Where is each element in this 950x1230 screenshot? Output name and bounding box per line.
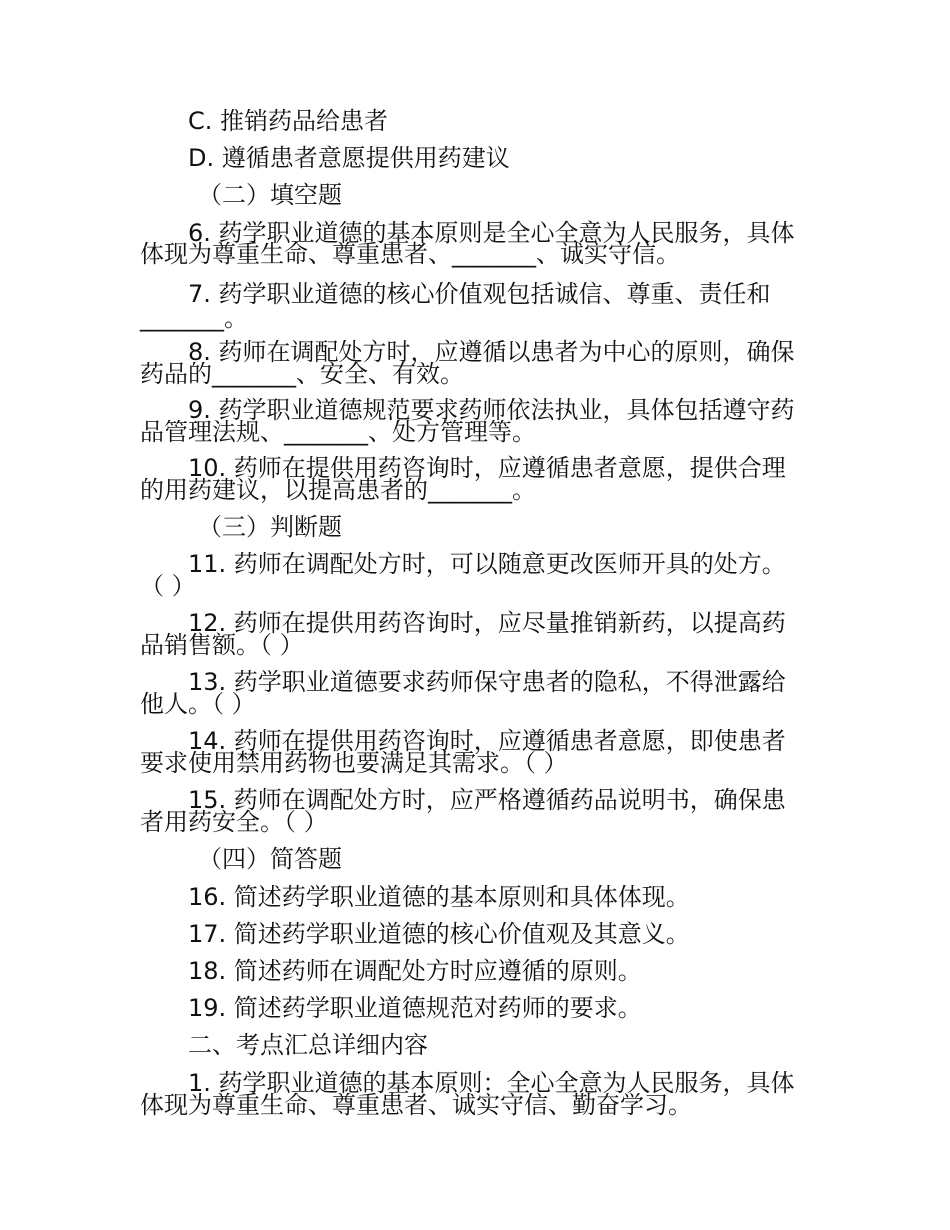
question-12-line-1: 12. 药师在提供用药咨询时，应尽量推销新药，以提高药 xyxy=(188,609,786,637)
question-6-line-2: 体现为尊重生命、尊重患者、_______、诚实守信。 xyxy=(140,240,680,268)
question-9-line-2: 品管理法规、_______、处方管理等。 xyxy=(140,418,536,446)
section-heading-fill-blank: （二）填空题 xyxy=(198,181,342,209)
question-13-line-2: 他人。（ ） xyxy=(140,690,256,718)
question-15-line-1: 15. 药师在调配处方时，应严格遵循药品说明书，确保患 xyxy=(188,786,786,814)
question-11-line-1: 11. 药师在调配处方时，可以随意更改医师开具的处方。 xyxy=(188,550,786,578)
question-19: 19. 简述药学职业道德规范对药师的要求。 xyxy=(188,994,642,1022)
question-16: 16. 简述药学职业道德的基本原则和具体体现。 xyxy=(188,883,690,911)
question-12-line-2: 品销售额。（ ） xyxy=(140,631,304,659)
question-7-line-1: 7. 药学职业道德的核心价值观包括诚信、尊重、责任和 xyxy=(188,280,771,308)
section-heading-true-false: （三）判断题 xyxy=(198,513,342,541)
question-8-line-1: 8. 药师在调配处方时，应遵循以患者为中心的原则，确保 xyxy=(188,338,795,366)
question-9-line-1: 9. 药学职业道德规范要求药师依法执业，具体包括遵守药 xyxy=(188,396,795,424)
part-two-heading: 二、考点汇总详细内容 xyxy=(188,1031,428,1059)
section-heading-short-answer: （四）简答题 xyxy=(198,845,342,873)
question-10-line-1: 10. 药师在提供用药咨询时，应遵循患者意愿，提供合理 xyxy=(188,454,786,482)
question-11-line-2: （ ） xyxy=(140,572,196,600)
question-8-line-2: 药品的_______、安全、有效。 xyxy=(140,360,464,388)
question-17: 17. 简述药学职业道德的核心价值观及其意义。 xyxy=(188,920,690,948)
option-c: C. 推销药品给患者 xyxy=(188,107,389,135)
question-14-line-1: 14. 药师在提供用药咨询时，应遵循患者意愿，即使患者 xyxy=(188,727,786,755)
question-6-line-1: 6. 药学职业道德的基本原则是全心全意为人民服务，具体 xyxy=(188,219,795,247)
question-13-line-1: 13. 药学职业道德要求药师保守患者的隐私，不得泄露给 xyxy=(188,668,786,696)
summary-1-line-1: 1. 药学职业道德的基本原则：全心全意为人民服务，具体 xyxy=(188,1069,795,1097)
question-18: 18. 简述药师在调配处方时应遵循的原则。 xyxy=(188,957,642,985)
option-d: D. 遵循患者意愿提供用药建议 xyxy=(188,144,510,172)
summary-1-line-2: 体现为尊重生命、尊重患者、诚实守信、勤奋学习。 xyxy=(140,1091,692,1119)
question-10-line-2: 的用药建议，以提高患者的_______。 xyxy=(140,476,536,504)
question-15-line-2: 者用药安全。（ ） xyxy=(140,808,328,836)
question-7-line-2: _______。 xyxy=(140,304,248,332)
question-14-line-2: 要求使用禁用药物也要满足其需求。（ ） xyxy=(140,749,568,777)
